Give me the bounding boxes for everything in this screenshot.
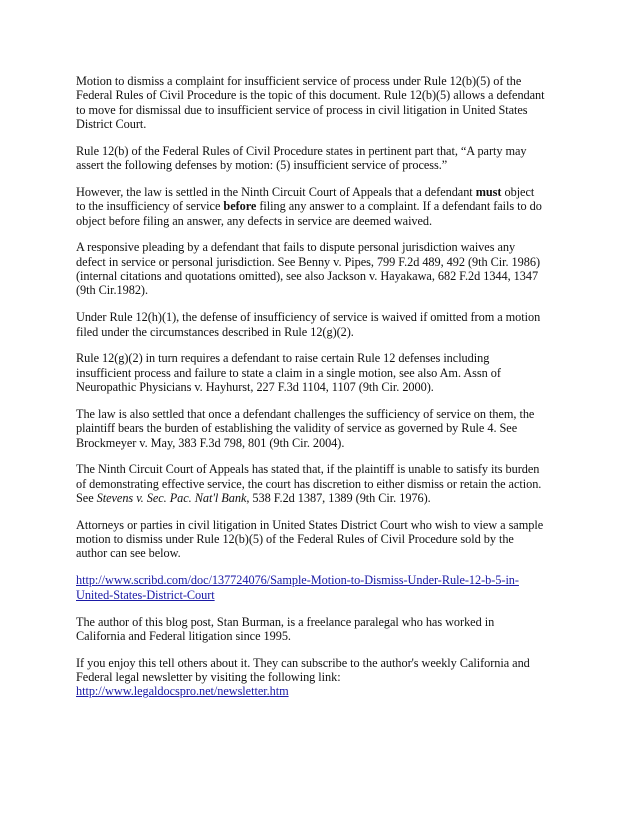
newsletter-link[interactable]: http://www.legaldocspro.net/newsletter.htm	[76, 684, 289, 699]
paragraph-scribd-link	[76, 573, 546, 602]
paragraph-author: The author of this blog post, Stan Burman, is a freelance paralegal who has worked in California and Federal litigation since 1995.	[76, 614, 495, 643]
paragraph-intro: Motion to dismiss a complaint for insufficient service of process under Rule 12(b)(5) of the Federal Rules of Civil Procedure is the topic of this document. Rule 12(b)(5) allows a defendant to move for dismissal due to insufficient service of process in civil litigation in United States District Court.	[76, 74, 545, 131]
paragraph-discretion	[76, 462, 546, 505]
paragraph-ninth-circuit	[76, 185, 546, 228]
paragraph-text: The Ninth Circuit Court of Appeals has stated that, if the plaintiff is unable to satisfy its burden of demonstrating effective service, the court has discretion to either dismiss or retain the action. See	[76, 462, 542, 505]
emphasis-before: before	[223, 199, 257, 214]
paragraph-burden: The law is also settled that once a defendant challenges the sufficiency of service on them, the plaintiff bears the burden of establishing the validity of service as governed by Rule 4. See Brockmeyer v. May, 383 F.3d 798, 801 (9th Cir. 2004).	[76, 406, 535, 450]
emphasis-must: must	[475, 184, 502, 199]
paragraph-newsletter	[76, 656, 546, 699]
paragraph-rule-12b: Rule 12(b) of the Federal Rules of Civil Procedure states in pertinent part that, “A party may assert the following defenses by motion: (5) insufficient service of process.”	[76, 143, 527, 173]
paragraph-rule-12g: Rule 12(g)(2) in turn requires a defendant to raise certain Rule 12 defenses including insufficient process and failure to state a claim in a single motion, see also Am. Assn of Neuropathic Physicians v. Hayhurst, 227 F.3d 1104, 1107 (9th Cir. 2000).	[76, 351, 501, 395]
document-page	[76, 74, 546, 711]
paragraph-rule-12h: Under Rule 12(h)(1), the defense of insufficiency of service is waived if omitted from a motion filed under the circumstances described in Rule 12(g)(2).	[76, 310, 541, 339]
paragraph-text: filing any answer to a complaint. If a defendant fails to do object before filing an answer, any defects in service are deemed waived.	[76, 199, 542, 228]
paragraph-text: If you enjoy this tell others about it. They can subscribe to the author's weekly California and Federal legal newsletter by visiting the following link:	[76, 655, 530, 685]
scribd-link[interactable]: http://www.scribd.com/doc/137724076/Sample-Motion-to-Dismiss-Under-Rule-12-b-5-in-United-States-District-Court	[76, 573, 519, 602]
paragraph-sample-motion: Attorneys or parties in civil litigation in United States District Court who wish to view a sample motion to dismiss under Rule 12(b)(5) of the Federal Rules of Civil Procedure sold by the author can see below.	[76, 517, 544, 561]
paragraph-text: , 538 F.2d 1387, 1389 (9th Cir. 1976).	[246, 490, 431, 505]
paragraph-responsive-pleading: A responsive pleading by a defendant that fails to dispute personal jurisdiction waives any defect in service or personal jurisdiction. See Benny v. Pipes, 799 F.2d 489, 492 (9th Cir. 1986) (internal citations and quotations omitted), see also Jackson v. Hayakawa, 682 F.2d 1344, 1347 (9th Cir.1982).	[76, 240, 540, 298]
paragraph-text: However, the law is settled in the Ninth Circuit Court of Appeals that a defendant	[76, 184, 476, 199]
case-citation: Stevens v. Sec. Pac. Nat'l Bank	[96, 490, 247, 505]
paragraph-text: object to the insufficiency of service	[76, 184, 535, 214]
